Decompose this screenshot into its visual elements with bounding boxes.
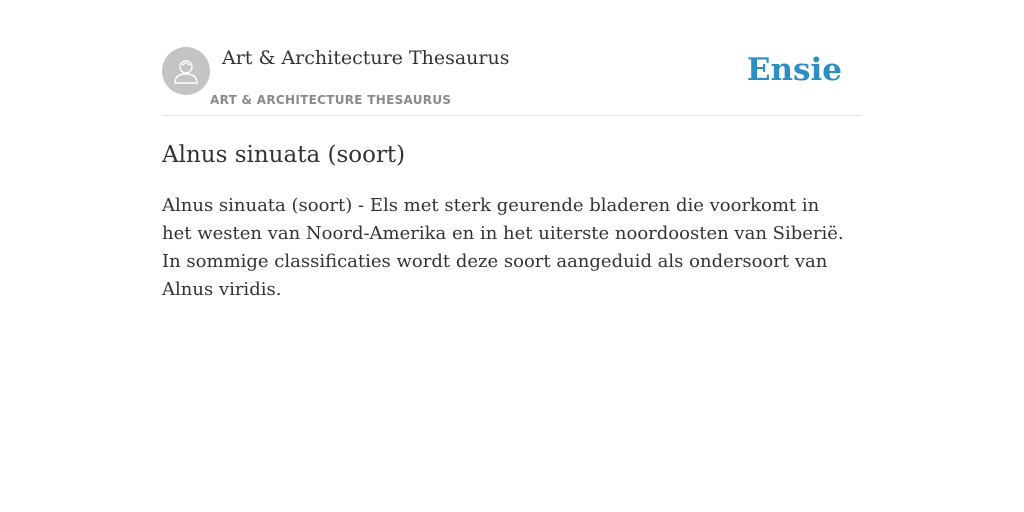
page-title: Alnus sinuata (soort) <box>162 142 406 168</box>
brand-logo[interactable]: Ensie <box>746 52 842 88</box>
page-container <box>162 0 862 304</box>
author-subtitle[interactable]: ART & ARCHITECTURE THESAURUS <box>210 93 452 107</box>
page-header <box>162 47 862 116</box>
article-body: Alnus sinuata (soort) - Els met sterk geurende bladeren die voorkomt in het westen van Noord-Amerika en in het uiterste noordoosten van Siberië. In sommige classificaties wordt deze soort aangeduid als ondersoort van Alnus viridis. <box>162 195 844 300</box>
user-icon <box>171 56 201 86</box>
author-name[interactable]: Art & Architecture Thesaurus <box>222 47 510 69</box>
avatar[interactable] <box>162 47 210 95</box>
